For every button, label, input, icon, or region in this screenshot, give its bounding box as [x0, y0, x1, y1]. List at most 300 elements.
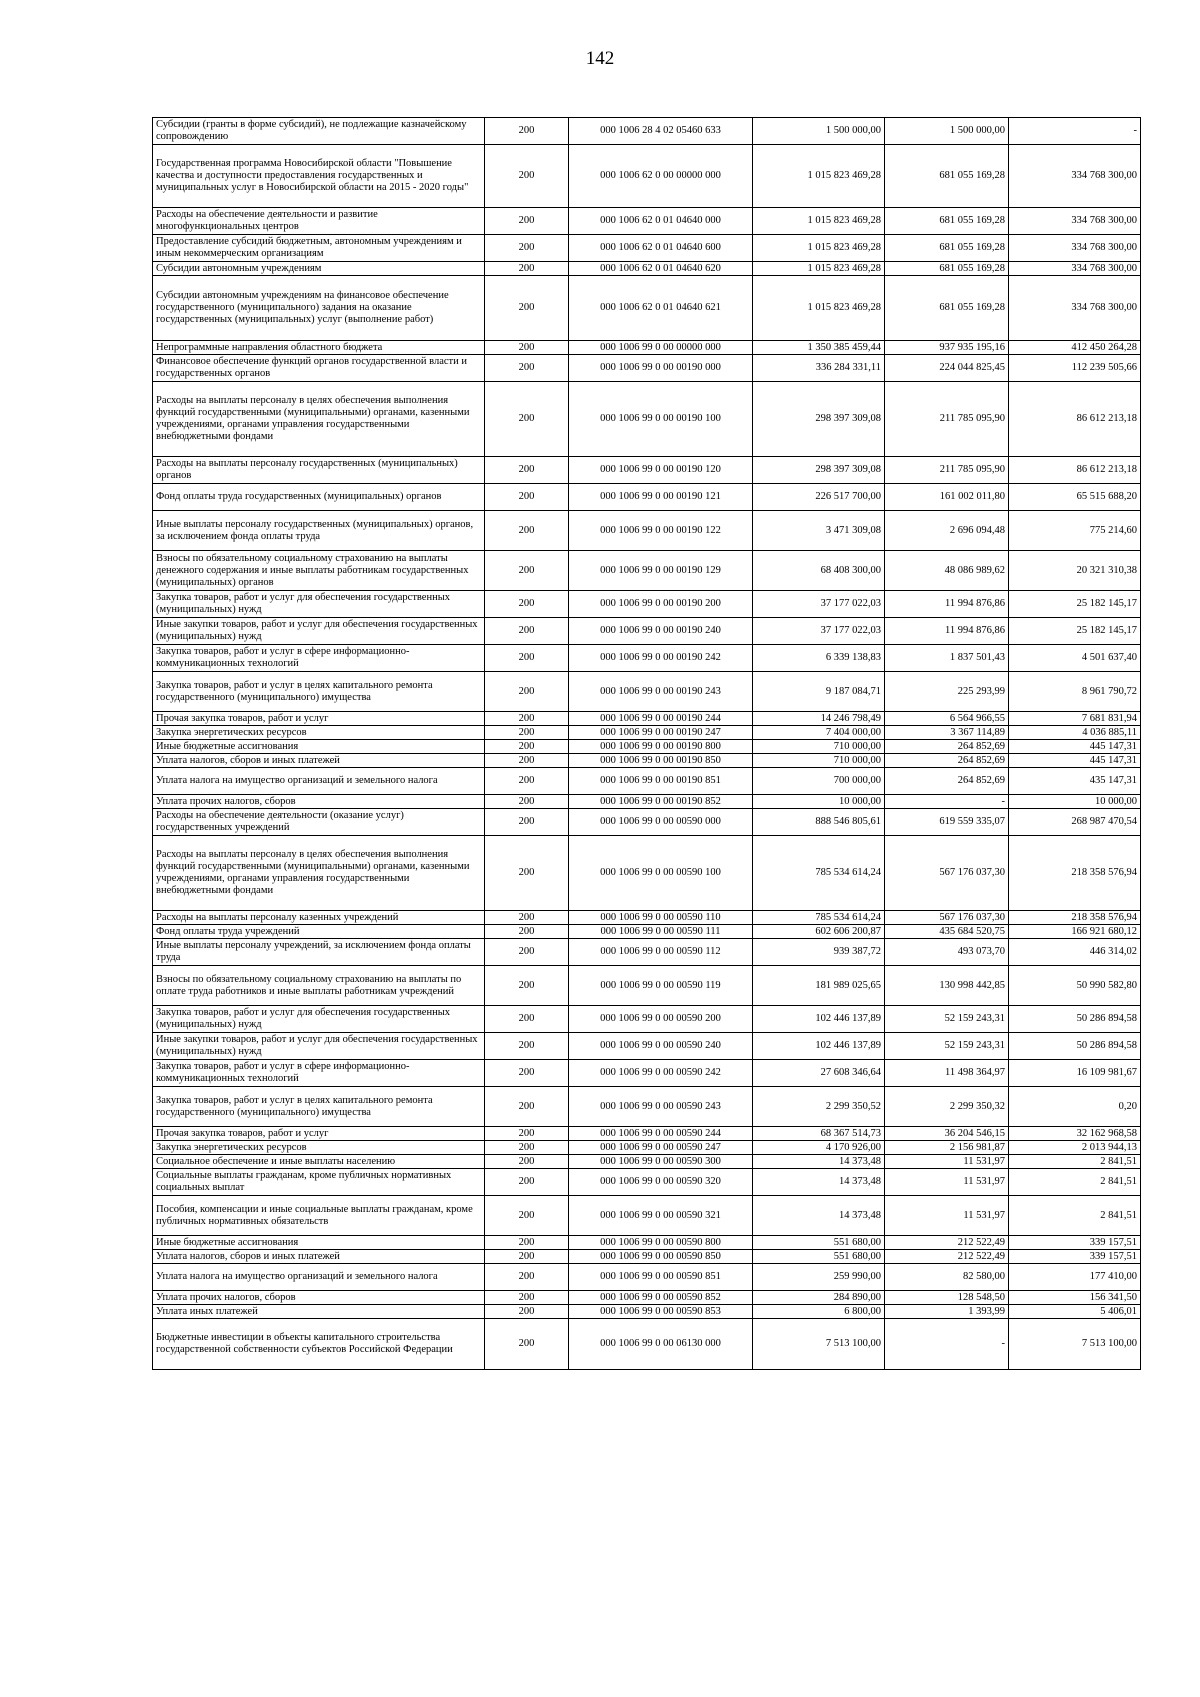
row-name: Уплата налогов, сборов и иных платежей: [153, 1250, 485, 1264]
row-executed-amount: 11 531,97: [885, 1155, 1009, 1169]
row-code: 200: [485, 1141, 569, 1155]
row-classification-code: 000 1006 28 4 02 05460 633: [569, 118, 753, 145]
table-row: [153, 591, 1141, 618]
table-row: [153, 551, 1141, 591]
row-classification-code: 000 1006 62 0 01 04640 620: [569, 262, 753, 276]
row-code: 200: [485, 911, 569, 925]
row-code: 200: [485, 457, 569, 484]
row-name: Расходы на обеспечение деятельности и развитие многофункциональных центров: [153, 208, 485, 235]
row-name: Уплата прочих налогов, сборов: [153, 1291, 485, 1305]
row-name: Взносы по обязательному социальному страхованию на выплаты денежного содержания и иные выплаты работникам государственных (муниципальных) органов: [153, 551, 485, 591]
row-code: 200: [485, 1087, 569, 1127]
row-name: Финансовое обеспечение функций органов государственной власти и государственных органов: [153, 355, 485, 382]
row-executed-amount: 128 548,50: [885, 1291, 1009, 1305]
row-name: Социальное обеспечение и иные выплаты населению: [153, 1155, 485, 1169]
table-row: [153, 911, 1141, 925]
row-executed-amount: 2 299 350,32: [885, 1087, 1009, 1127]
row-executed-amount: 2 696 094,48: [885, 511, 1009, 551]
table-row: [153, 1155, 1141, 1169]
row-classification-code: 000 1006 99 0 00 00590 000: [569, 809, 753, 836]
row-executed-amount: 130 998 442,85: [885, 966, 1009, 1006]
row-code: 200: [485, 809, 569, 836]
page-number: 142: [585, 48, 615, 69]
table-row: [153, 1291, 1141, 1305]
row-name: Уплата налогов, сборов и иных платежей: [153, 754, 485, 768]
row-code: 200: [485, 591, 569, 618]
row-executed-amount: 6 564 966,55: [885, 712, 1009, 726]
row-remaining-amount: 334 768 300,00: [1009, 208, 1141, 235]
row-classification-code: 000 1006 99 0 00 00190 122: [569, 511, 753, 551]
row-code: 200: [485, 1264, 569, 1291]
table-row: [153, 618, 1141, 645]
row-remaining-amount: 2 841,51: [1009, 1155, 1141, 1169]
row-approved-amount: 939 387,72: [753, 939, 885, 966]
table-row: [153, 645, 1141, 672]
row-executed-amount: 36 204 546,15: [885, 1127, 1009, 1141]
table-row: [153, 712, 1141, 726]
row-code: 200: [485, 235, 569, 262]
row-approved-amount: 298 397 309,08: [753, 457, 885, 484]
row-approved-amount: 1 350 385 459,44: [753, 341, 885, 355]
table-row: [153, 1169, 1141, 1196]
row-name: Закупка товаров, работ и услуг в сфере информационно-коммуникационных технологий: [153, 645, 485, 672]
row-remaining-amount: 5 406,01: [1009, 1305, 1141, 1319]
row-name: Иные выплаты персоналу учреждений, за исключением фонда оплаты труда: [153, 939, 485, 966]
row-classification-code: 000 1006 99 0 00 00190 120: [569, 457, 753, 484]
row-code: 200: [485, 939, 569, 966]
row-approved-amount: 7 404 000,00: [753, 726, 885, 740]
row-name: Непрограммные направления областного бюджета: [153, 341, 485, 355]
row-remaining-amount: 2 841,51: [1009, 1196, 1141, 1236]
table-row: [153, 1127, 1141, 1141]
row-code: 200: [485, 1319, 569, 1370]
row-remaining-amount: 339 157,51: [1009, 1236, 1141, 1250]
row-code: 200: [485, 551, 569, 591]
row-code: 200: [485, 1169, 569, 1196]
row-approved-amount: 710 000,00: [753, 754, 885, 768]
row-approved-amount: 68 367 514,73: [753, 1127, 885, 1141]
row-remaining-amount: 775 214,60: [1009, 511, 1141, 551]
row-executed-amount: 1 837 501,43: [885, 645, 1009, 672]
row-name: Закупка товаров, работ и услуг в целях капитального ремонта государственного (муниципального) имущества: [153, 672, 485, 712]
table-row: [153, 740, 1141, 754]
row-executed-amount: 11 531,97: [885, 1196, 1009, 1236]
row-remaining-amount: 445 147,31: [1009, 754, 1141, 768]
row-code: 200: [485, 1127, 569, 1141]
table-row: [153, 1236, 1141, 1250]
row-classification-code: 000 1006 99 0 00 00590 320: [569, 1169, 753, 1196]
row-approved-amount: 710 000,00: [753, 740, 885, 754]
row-classification-code: 000 1006 99 0 00 00590 111: [569, 925, 753, 939]
row-approved-amount: 68 408 300,00: [753, 551, 885, 591]
row-remaining-amount: 25 182 145,17: [1009, 618, 1141, 645]
row-approved-amount: 551 680,00: [753, 1250, 885, 1264]
row-classification-code: 000 1006 99 0 00 00190 000: [569, 355, 753, 382]
row-remaining-amount: 10 000,00: [1009, 795, 1141, 809]
row-classification-code: 000 1006 99 0 00 00590 853: [569, 1305, 753, 1319]
row-approved-amount: 259 990,00: [753, 1264, 885, 1291]
row-name: Пособия, компенсации и иные социальные выплаты гражданам, кроме публичных нормативных обязательств: [153, 1196, 485, 1236]
row-approved-amount: 785 534 614,24: [753, 836, 885, 911]
table-row: [153, 355, 1141, 382]
table-row: [153, 382, 1141, 457]
row-classification-code: 000 1006 99 0 00 00190 244: [569, 712, 753, 726]
table-row: [153, 795, 1141, 809]
row-classification-code: 000 1006 99 0 00 00590 852: [569, 1291, 753, 1305]
row-remaining-amount: 25 182 145,17: [1009, 591, 1141, 618]
row-approved-amount: 284 890,00: [753, 1291, 885, 1305]
row-executed-amount: 211 785 095,90: [885, 382, 1009, 457]
row-code: 200: [485, 712, 569, 726]
row-classification-code: 000 1006 99 0 00 00590 100: [569, 836, 753, 911]
row-name: Расходы на обеспечение деятельности (оказание услуг) государственных учреждений: [153, 809, 485, 836]
row-remaining-amount: 4 501 637,40: [1009, 645, 1141, 672]
row-classification-code: 000 1006 62 0 01 04640 000: [569, 208, 753, 235]
row-classification-code: 000 1006 99 0 00 00590 850: [569, 1250, 753, 1264]
row-name: Расходы на выплаты персоналу казенных учреждений: [153, 911, 485, 925]
row-code: 200: [485, 672, 569, 712]
row-classification-code: 000 1006 99 0 00 00190 247: [569, 726, 753, 740]
row-executed-amount: 11 498 364,97: [885, 1060, 1009, 1087]
row-code: 200: [485, 208, 569, 235]
row-code: 200: [485, 1236, 569, 1250]
row-remaining-amount: 86 612 213,18: [1009, 457, 1141, 484]
row-remaining-amount: 7 513 100,00: [1009, 1319, 1141, 1370]
row-code: 200: [485, 795, 569, 809]
row-remaining-amount: 86 612 213,18: [1009, 382, 1141, 457]
row-code: 200: [485, 740, 569, 754]
row-approved-amount: 298 397 309,08: [753, 382, 885, 457]
row-classification-code: 000 1006 99 0 00 06130 000: [569, 1319, 753, 1370]
row-executed-amount: 11 994 876,86: [885, 618, 1009, 645]
row-executed-amount: 52 159 243,31: [885, 1006, 1009, 1033]
row-remaining-amount: 435 147,31: [1009, 768, 1141, 795]
row-code: 200: [485, 1196, 569, 1236]
row-name: Уплата налога на имущество организаций и земельного налога: [153, 768, 485, 795]
table-row: [153, 341, 1141, 355]
row-code: 200: [485, 276, 569, 341]
row-executed-amount: 11 994 876,86: [885, 591, 1009, 618]
row-executed-amount: -: [885, 795, 1009, 809]
row-classification-code: 000 1006 99 0 00 00190 200: [569, 591, 753, 618]
row-name: Иные закупки товаров, работ и услуг для обеспечения государственных (муниципальных) нужд: [153, 618, 485, 645]
table-row: [153, 672, 1141, 712]
row-remaining-amount: 334 768 300,00: [1009, 145, 1141, 208]
row-classification-code: 000 1006 99 0 00 00190 800: [569, 740, 753, 754]
table-row: [153, 1141, 1141, 1155]
row-remaining-amount: 334 768 300,00: [1009, 262, 1141, 276]
table-row: [153, 262, 1141, 276]
row-remaining-amount: 7 681 831,94: [1009, 712, 1141, 726]
row-name: Иные выплаты персоналу государственных (муниципальных) органов, за исключением фонда оплаты труда: [153, 511, 485, 551]
table-row: [153, 966, 1141, 1006]
row-code: 200: [485, 1250, 569, 1264]
row-executed-amount: 681 055 169,28: [885, 208, 1009, 235]
row-approved-amount: 1 015 823 469,28: [753, 208, 885, 235]
row-code: 200: [485, 1060, 569, 1087]
row-remaining-amount: 112 239 505,66: [1009, 355, 1141, 382]
row-name: Иные закупки товаров, работ и услуг для обеспечения государственных (муниципальных) нужд: [153, 1033, 485, 1060]
row-executed-amount: 212 522,49: [885, 1250, 1009, 1264]
row-executed-amount: 11 531,97: [885, 1169, 1009, 1196]
row-approved-amount: 2 299 350,52: [753, 1087, 885, 1127]
row-approved-amount: 37 177 022,03: [753, 591, 885, 618]
row-remaining-amount: 2 013 944,13: [1009, 1141, 1141, 1155]
row-name: Предоставление субсидий бюджетным, автономным учреждениям и иным некоммерческим организациям: [153, 235, 485, 262]
row-remaining-amount: 412 450 264,28: [1009, 341, 1141, 355]
row-executed-amount: 225 293,99: [885, 672, 1009, 712]
table-row: [153, 511, 1141, 551]
row-classification-code: 000 1006 62 0 00 00000 000: [569, 145, 753, 208]
row-code: 200: [485, 1155, 569, 1169]
row-executed-amount: 3 367 114,89: [885, 726, 1009, 740]
row-remaining-amount: 446 314,02: [1009, 939, 1141, 966]
row-executed-amount: 48 086 989,62: [885, 551, 1009, 591]
row-code: 200: [485, 1006, 569, 1033]
row-classification-code: 000 1006 99 0 00 00190 243: [569, 672, 753, 712]
table-row: [153, 1250, 1141, 1264]
row-remaining-amount: 156 341,50: [1009, 1291, 1141, 1305]
row-classification-code: 000 1006 99 0 00 00590 300: [569, 1155, 753, 1169]
row-executed-amount: 52 159 243,31: [885, 1033, 1009, 1060]
row-code: 200: [485, 341, 569, 355]
row-approved-amount: 602 606 200,87: [753, 925, 885, 939]
row-approved-amount: 14 373,48: [753, 1196, 885, 1236]
row-code: 200: [485, 645, 569, 672]
row-name: Фонд оплаты труда учреждений: [153, 925, 485, 939]
row-executed-amount: 264 852,69: [885, 754, 1009, 768]
table-row: [153, 457, 1141, 484]
row-executed-amount: -: [885, 1319, 1009, 1370]
row-classification-code: 000 1006 99 0 00 00190 242: [569, 645, 753, 672]
row-classification-code: 000 1006 99 0 00 00590 242: [569, 1060, 753, 1087]
row-classification-code: 000 1006 99 0 00 00590 800: [569, 1236, 753, 1250]
row-remaining-amount: 2 841,51: [1009, 1169, 1141, 1196]
table-row: [153, 809, 1141, 836]
row-remaining-amount: 16 109 981,67: [1009, 1060, 1141, 1087]
row-name: Фонд оплаты труда государственных (муниципальных) органов: [153, 484, 485, 511]
row-classification-code: 000 1006 99 0 00 00590 110: [569, 911, 753, 925]
row-remaining-amount: 32 162 968,58: [1009, 1127, 1141, 1141]
table-row: [153, 768, 1141, 795]
row-approved-amount: 3 471 309,08: [753, 511, 885, 551]
row-approved-amount: 14 373,48: [753, 1169, 885, 1196]
row-name: Закупка товаров, работ и услуг для обеспечения государственных (муниципальных) нужд: [153, 1006, 485, 1033]
row-approved-amount: 785 534 614,24: [753, 911, 885, 925]
row-remaining-amount: -: [1009, 118, 1141, 145]
row-remaining-amount: 445 147,31: [1009, 740, 1141, 754]
table-row: [153, 754, 1141, 768]
row-name: Субсидии (гранты в форме субсидий), не подлежащие казначейскому сопровождению: [153, 118, 485, 145]
table-row: [153, 1060, 1141, 1087]
row-classification-code: 000 1006 99 0 00 00190 851: [569, 768, 753, 795]
row-executed-amount: 212 522,49: [885, 1236, 1009, 1250]
table-row: [153, 1196, 1141, 1236]
row-remaining-amount: 339 157,51: [1009, 1250, 1141, 1264]
table-row: [153, 1033, 1141, 1060]
row-code: 200: [485, 511, 569, 551]
row-approved-amount: 10 000,00: [753, 795, 885, 809]
row-classification-code: 000 1006 99 0 00 00590 247: [569, 1141, 753, 1155]
row-approved-amount: 1 015 823 469,28: [753, 145, 885, 208]
row-name: Прочая закупка товаров, работ и услуг: [153, 1127, 485, 1141]
row-classification-code: 000 1006 99 0 00 00590 119: [569, 966, 753, 1006]
row-remaining-amount: 8 961 790,72: [1009, 672, 1141, 712]
row-classification-code: 000 1006 99 0 00 00000 000: [569, 341, 753, 355]
table-row: [153, 235, 1141, 262]
row-name: Уплата прочих налогов, сборов: [153, 795, 485, 809]
row-approved-amount: 1 015 823 469,28: [753, 235, 885, 262]
row-remaining-amount: 166 921 680,12: [1009, 925, 1141, 939]
row-remaining-amount: 50 990 582,80: [1009, 966, 1141, 1006]
row-classification-code: 000 1006 62 0 01 04640 600: [569, 235, 753, 262]
row-name: Закупка товаров, работ и услуг в целях капитального ремонта государственного (муниципального) имущества: [153, 1087, 485, 1127]
table-row: [153, 1006, 1141, 1033]
row-executed-amount: 681 055 169,28: [885, 145, 1009, 208]
row-code: 200: [485, 768, 569, 795]
row-code: 200: [485, 754, 569, 768]
row-code: 200: [485, 484, 569, 511]
row-name: Уплата иных платежей: [153, 1305, 485, 1319]
row-name: Закупка энергетических ресурсов: [153, 726, 485, 740]
row-name: Государственная программа Новосибирской области "Повышение качества и доступности предоставления государственных и муниципальных услуг в Новосибирской области на 2015 - 2020 годы": [153, 145, 485, 208]
row-code: 200: [485, 1033, 569, 1060]
row-name: Закупка энергетических ресурсов: [153, 1141, 485, 1155]
row-approved-amount: 1 500 000,00: [753, 118, 885, 145]
row-classification-code: 000 1006 99 0 00 00190 100: [569, 382, 753, 457]
row-classification-code: 000 1006 99 0 00 00590 851: [569, 1264, 753, 1291]
row-name: Иные бюджетные ассигнования: [153, 1236, 485, 1250]
row-executed-amount: 493 073,70: [885, 939, 1009, 966]
row-name: Субсидии автономным учреждениям на финансовое обеспечение государственного (муниципального) задания на оказание государственных (муниципальных) услуг (выполнение работ): [153, 276, 485, 341]
row-approved-amount: 27 608 346,64: [753, 1060, 885, 1087]
row-name: Бюджетные инвестиции в объекты капитального строительства государственной собственности субъектов Российской Федерации: [153, 1319, 485, 1370]
row-executed-amount: 1 500 000,00: [885, 118, 1009, 145]
row-approved-amount: 888 546 805,61: [753, 809, 885, 836]
row-executed-amount: 264 852,69: [885, 768, 1009, 795]
row-name: Расходы на выплаты персоналу в целях обеспечения выполнения функций государственными (муниципальными) органами, казенными учреждениями, органами управления государственными внебюджетными фондами: [153, 382, 485, 457]
row-approved-amount: 6 339 138,83: [753, 645, 885, 672]
row-approved-amount: 102 446 137,89: [753, 1006, 885, 1033]
row-classification-code: 000 1006 99 0 00 00190 121: [569, 484, 753, 511]
row-remaining-amount: 218 358 576,94: [1009, 911, 1141, 925]
row-classification-code: 000 1006 99 0 00 00190 129: [569, 551, 753, 591]
table-row: [153, 726, 1141, 740]
row-classification-code: 000 1006 99 0 00 00590 240: [569, 1033, 753, 1060]
row-code: 200: [485, 1305, 569, 1319]
row-approved-amount: 102 446 137,89: [753, 1033, 885, 1060]
row-classification-code: 000 1006 99 0 00 00590 243: [569, 1087, 753, 1127]
table-row: [153, 276, 1141, 341]
row-executed-amount: 82 580,00: [885, 1264, 1009, 1291]
row-approved-amount: 14 246 798,49: [753, 712, 885, 726]
table-row: [153, 1087, 1141, 1127]
row-approved-amount: 181 989 025,65: [753, 966, 885, 1006]
table-row: [153, 925, 1141, 939]
row-code: 200: [485, 262, 569, 276]
row-remaining-amount: 0,20: [1009, 1087, 1141, 1127]
row-code: 200: [485, 382, 569, 457]
table-row: [153, 208, 1141, 235]
row-remaining-amount: 177 410,00: [1009, 1264, 1141, 1291]
row-executed-amount: 435 684 520,75: [885, 925, 1009, 939]
row-approved-amount: 700 000,00: [753, 768, 885, 795]
row-executed-amount: 1 393,99: [885, 1305, 1009, 1319]
row-approved-amount: 14 373,48: [753, 1155, 885, 1169]
row-executed-amount: 211 785 095,90: [885, 457, 1009, 484]
table-row: [153, 1305, 1141, 1319]
row-name: Закупка товаров, работ и услуг в сфере информационно-коммуникационных технологий: [153, 1060, 485, 1087]
row-executed-amount: 681 055 169,28: [885, 262, 1009, 276]
row-executed-amount: 681 055 169,28: [885, 276, 1009, 341]
row-executed-amount: 681 055 169,28: [885, 235, 1009, 262]
row-executed-amount: 937 935 195,16: [885, 341, 1009, 355]
row-classification-code: 000 1006 62 0 01 04640 621: [569, 276, 753, 341]
table-row: [153, 484, 1141, 511]
row-name: Взносы по обязательному социальному страхованию на выплаты по оплате труда работников и иные выплаты работникам учреждений: [153, 966, 485, 1006]
row-approved-amount: 336 284 331,11: [753, 355, 885, 382]
row-classification-code: 000 1006 99 0 00 00190 852: [569, 795, 753, 809]
row-approved-amount: 7 513 100,00: [753, 1319, 885, 1370]
row-code: 200: [485, 925, 569, 939]
row-executed-amount: 224 044 825,45: [885, 355, 1009, 382]
row-code: 200: [485, 355, 569, 382]
row-executed-amount: 161 002 011,80: [885, 484, 1009, 511]
row-remaining-amount: 50 286 894,58: [1009, 1033, 1141, 1060]
table-row: [153, 1319, 1141, 1370]
row-remaining-amount: 20 321 310,38: [1009, 551, 1141, 591]
row-executed-amount: 567 176 037,30: [885, 911, 1009, 925]
row-remaining-amount: 65 515 688,20: [1009, 484, 1141, 511]
row-code: 200: [485, 1291, 569, 1305]
row-approved-amount: 37 177 022,03: [753, 618, 885, 645]
row-executed-amount: 567 176 037,30: [885, 836, 1009, 911]
row-classification-code: 000 1006 99 0 00 00590 321: [569, 1196, 753, 1236]
row-name: Уплата налога на имущество организаций и земельного налога: [153, 1264, 485, 1291]
row-remaining-amount: 218 358 576,94: [1009, 836, 1141, 911]
row-code: 200: [485, 966, 569, 1006]
row-approved-amount: 4 170 926,00: [753, 1141, 885, 1155]
row-executed-amount: 264 852,69: [885, 740, 1009, 754]
row-approved-amount: 1 015 823 469,28: [753, 262, 885, 276]
row-approved-amount: 551 680,00: [753, 1236, 885, 1250]
row-code: 200: [485, 145, 569, 208]
row-name: Закупка товаров, работ и услуг для обеспечения государственных (муниципальных) нужд: [153, 591, 485, 618]
budget-execution-table: [152, 117, 1141, 1370]
row-code: 200: [485, 118, 569, 145]
row-executed-amount: 619 559 335,07: [885, 809, 1009, 836]
row-classification-code: 000 1006 99 0 00 00190 240: [569, 618, 753, 645]
table-row: [153, 939, 1141, 966]
row-name: Социальные выплаты гражданам, кроме публичных нормативных социальных выплат: [153, 1169, 485, 1196]
row-code: 200: [485, 836, 569, 911]
table-row: [153, 836, 1141, 911]
table-row: [153, 145, 1141, 208]
row-executed-amount: 2 156 981,87: [885, 1141, 1009, 1155]
row-classification-code: 000 1006 99 0 00 00190 850: [569, 754, 753, 768]
row-approved-amount: 9 187 084,71: [753, 672, 885, 712]
row-remaining-amount: 4 036 885,11: [1009, 726, 1141, 740]
row-code: 200: [485, 618, 569, 645]
row-classification-code: 000 1006 99 0 00 00590 200: [569, 1006, 753, 1033]
row-approved-amount: 226 517 700,00: [753, 484, 885, 511]
row-classification-code: 000 1006 99 0 00 00590 112: [569, 939, 753, 966]
row-name: Субсидии автономным учреждениям: [153, 262, 485, 276]
table-row: [153, 1264, 1141, 1291]
row-name: Расходы на выплаты персоналу государственных (муниципальных) органов: [153, 457, 485, 484]
row-name: Расходы на выплаты персоналу в целях обеспечения выполнения функций государственными (муниципальными) органами, казенными учреждениями, органами управления государственными внебюджетными фондами: [153, 836, 485, 911]
table-row: [153, 118, 1141, 145]
